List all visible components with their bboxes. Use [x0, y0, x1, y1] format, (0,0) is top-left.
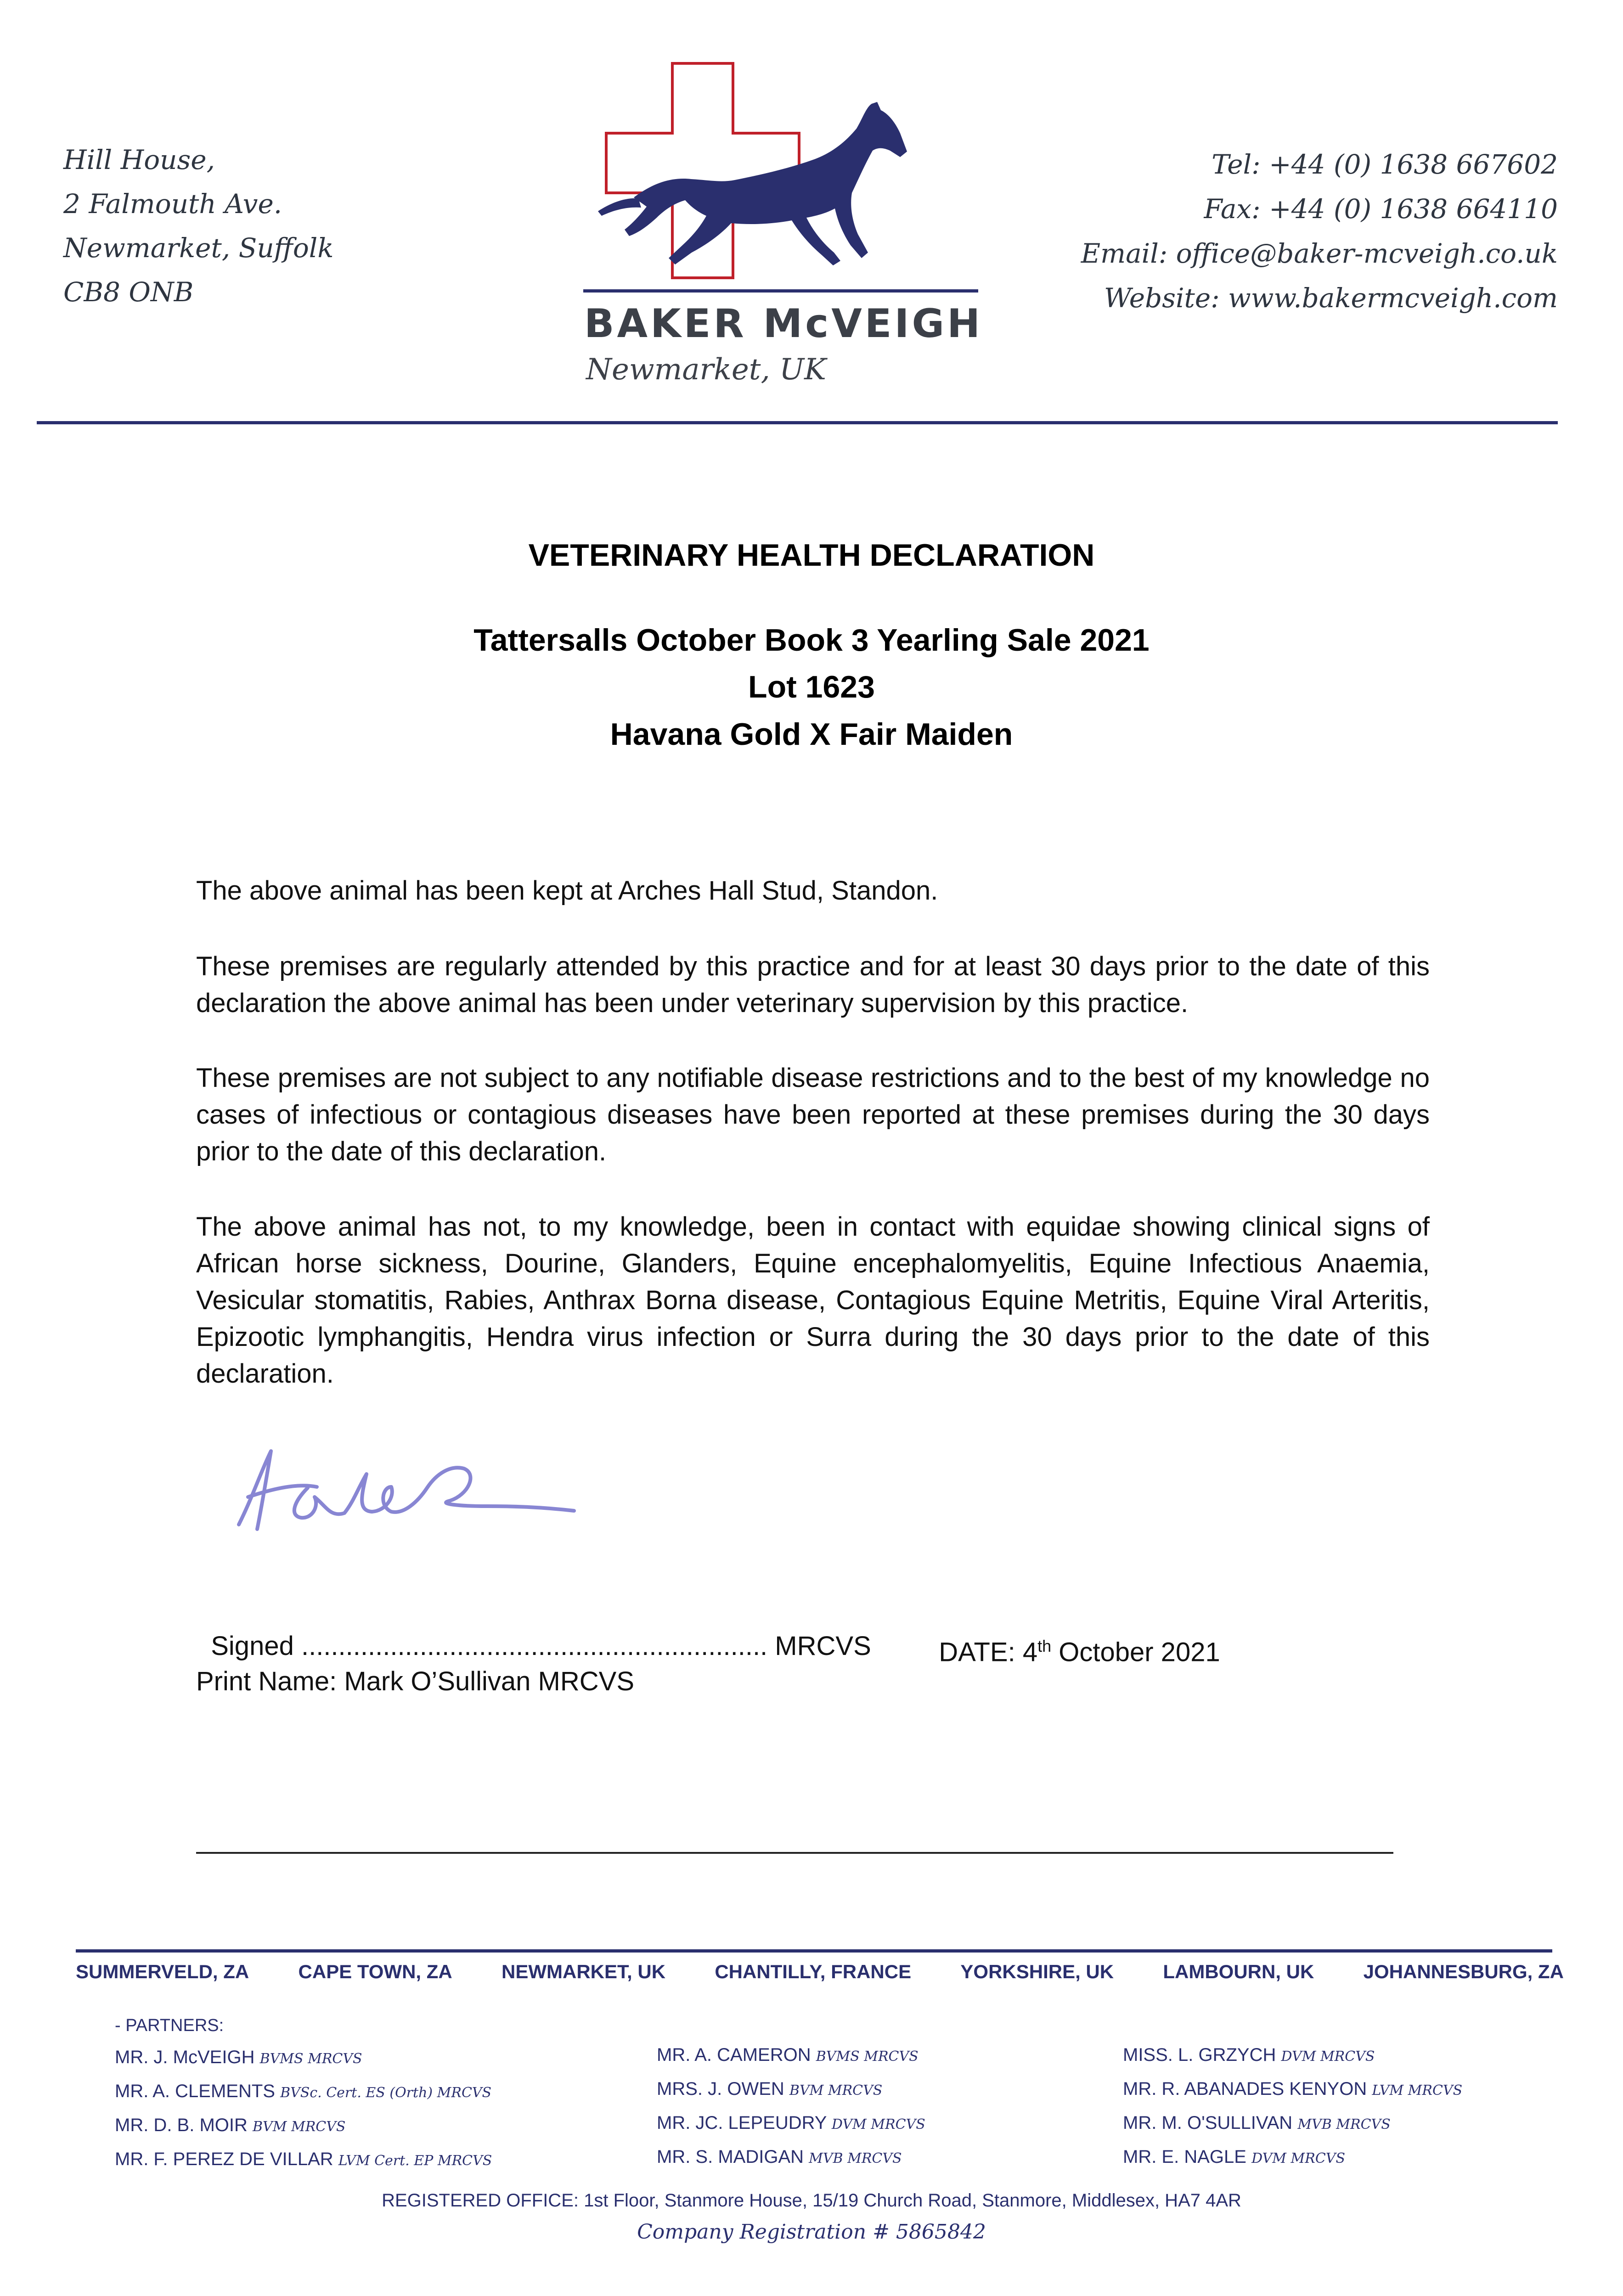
partner-entry: MR. E. NAGLE DVM MRCVS — [1123, 2147, 1345, 2167]
city: YORKSHIRE, UK — [960, 1961, 1114, 1982]
website-line: Website: www.bakermcveigh.com — [1104, 282, 1558, 314]
handwritten-signature — [220, 1433, 579, 1543]
city: CAPE TOWN, ZA — [298, 1961, 452, 1982]
contact-block — [1081, 142, 1558, 321]
phone-line: Tel: +44 (0) 1638 667602 — [1212, 149, 1558, 180]
partners-title: - PARTNERS: — [115, 2016, 224, 2035]
partners-column-3 — [1123, 2039, 1462, 2175]
paragraph: The above animal has been kept at Arches Hall Stud, Standon. — [196, 876, 938, 906]
address-line: CB8 ONB — [63, 276, 194, 308]
partner-entry: MR. JC. LEPEUDRY DVM MRCVS — [657, 2113, 925, 2133]
company-registration: Company Registration # 5865842 — [637, 2220, 986, 2244]
partner-entry: MR. J. McVEIGH BVMS MRCVS — [115, 2047, 362, 2067]
partners-column-2 — [657, 2039, 925, 2175]
brand-location: Newmarket, UK — [586, 353, 826, 387]
address-block — [63, 138, 333, 314]
city: NEWMARKET, UK — [502, 1961, 666, 1982]
print-name: Print Name: Mark O’Sullivan MRCVS — [196, 1666, 634, 1696]
partner-entry: MR. S. MADIGAN MVB MRCVS — [657, 2147, 902, 2167]
document-heading: VETERINARY HEALTH DECLARATION — [528, 538, 1095, 573]
sale-title: Tattersalls October Book 3 Yearling Sale 2021 — [473, 623, 1150, 658]
city: CHANTILLY, FRANCE — [715, 1961, 912, 1982]
paragraph: These premises are regularly attended by this practice and for at least 30 days prior to the date of this declaration the above animal has been under veterinary supervision by this practice. — [196, 951, 1430, 1018]
document-end-rule — [196, 1852, 1393, 1854]
partner-entry: MR. A. CLEMENTS BVSc. Cert. ES (Orth) MRCVS — [115, 2081, 492, 2101]
brand-name: BAKER McVEIGH — [584, 301, 983, 347]
horse-icon — [625, 102, 907, 265]
baker-mcveigh-logo — [583, 60, 978, 400]
lot-number: Lot 1623 — [748, 670, 875, 704]
date-label: DATE: 4 — [939, 1637, 1038, 1667]
partner-entry: MR. M. O'SULLIVAN MVB MRCVS — [1123, 2113, 1391, 2133]
address-line: Hill House, — [63, 144, 215, 175]
email-line: Email: office@baker-mcveigh.co.uk — [1081, 238, 1558, 269]
signed-label: Signed — [211, 1631, 294, 1661]
partner-entry: MR. D. B. MOIR BVM MRCVS — [115, 2115, 346, 2135]
partners-column-1 — [115, 2041, 492, 2177]
pedigree: Havana Gold X Fair Maiden — [610, 717, 1013, 752]
date-line — [924, 1591, 1220, 1671]
partner-entry: MR. A. CAMERON BVMS MRCVS — [657, 2045, 919, 2065]
date-sup: th — [1037, 1637, 1052, 1655]
footer-divider — [76, 1949, 1552, 1953]
signed-suffix: MRCVS — [775, 1631, 871, 1661]
date-rest: October 2021 — [1051, 1637, 1220, 1667]
header-divider — [37, 421, 1558, 424]
paragraph: The above animal has not, to my knowledge, been in contact with equidae showing clinical signs of African horse sickness, Dourine, Glanders, Equine encephalomyelitis, Equine Infectious Anaemia, Vesicular stomatitis, Rabies, Anthrax Borna disease, Contagious Equine Metritis, Equine Viral Arteritis, Epizootic lymphangitis, Hendra virus infection or Surra during the 30 days prior to the date of this declaration. — [196, 1212, 1430, 1389]
signature-line — [196, 1591, 871, 1665]
city: LAMBOURN, UK — [1163, 1961, 1314, 1982]
signed-dots: ............................................................... — [301, 1631, 768, 1661]
partner-entry: MRS. J. OWEN BVM MRCVS — [657, 2079, 883, 2099]
fax-line: Fax: +44 (0) 1638 664110 — [1204, 193, 1558, 225]
address-line: 2 Falmouth Ave. — [63, 188, 282, 219]
address-line: Newmarket, Suffolk — [63, 232, 334, 264]
office-locations — [76, 1961, 1564, 1983]
partner-entry: MR. R. ABANADES KENYON LVM MRCVS — [1123, 2079, 1463, 2099]
horse-tail — [598, 198, 641, 216]
city: SUMMERVELD, ZA — [76, 1961, 249, 1982]
registered-office: REGISTERED OFFICE: 1st Floor, Stanmore House, 15/19 Church Road, Stanmore, Middlesex, HA7 4AR — [382, 2190, 1241, 2211]
city: JOHANNESBURG, ZA — [1363, 1961, 1564, 1982]
paragraph: These premises are not subject to any notifiable disease restrictions and to the best of my knowledge no cases of infectious or contagious diseases have been reported at these premises during the 30 days prior to the date of this declaration. — [196, 1063, 1430, 1166]
partner-entry: MISS. L. GRZYCH DVM MRCVS — [1123, 2045, 1375, 2065]
partner-entry: MR. F. PEREZ DE VILLAR LVM Cert. EP MRCVS — [115, 2149, 492, 2169]
